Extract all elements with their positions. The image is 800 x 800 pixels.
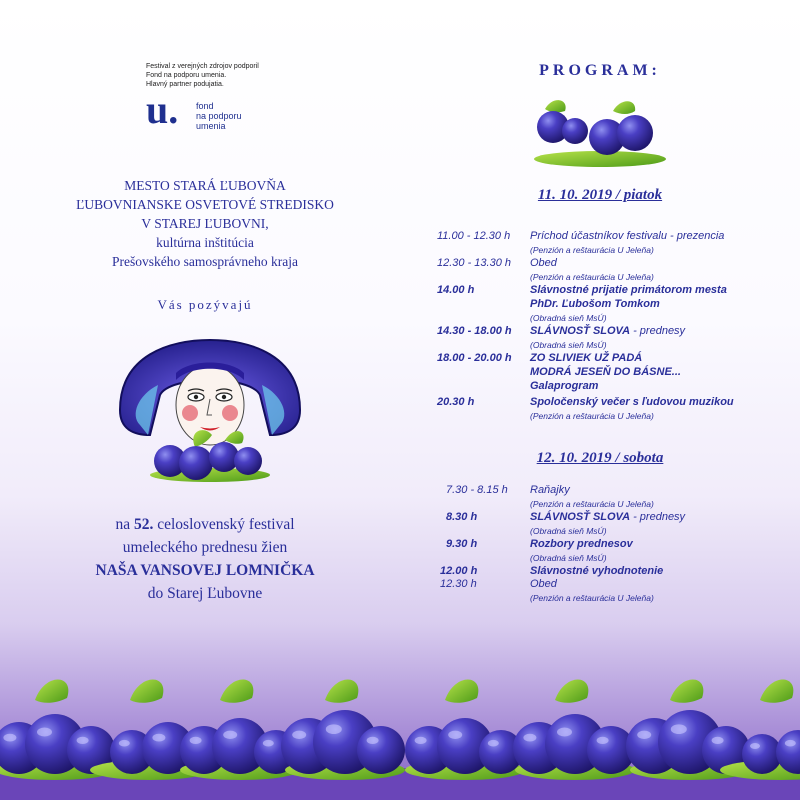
time: 12.30 h — [440, 578, 477, 590]
location: (Obradná sieň MsÚ) — [530, 526, 607, 536]
event — [530, 325, 685, 337]
sponsor-credit — [146, 62, 259, 89]
event-line-2: PhDr. Ľubošom Tomkom — [530, 298, 660, 310]
time: 20.30 h — [437, 396, 475, 408]
event: Spoločenský večer s ľudovou muzikou — [530, 396, 734, 408]
leaf — [35, 680, 68, 703]
event — [530, 511, 685, 523]
plum — [357, 726, 405, 774]
event-rest: - prednesy — [630, 325, 686, 337]
festival-prefix: na — [115, 516, 134, 533]
time: 12.00 h — [440, 565, 478, 577]
leaf — [760, 680, 793, 703]
event: Slávnostné prijatie primátorom mesta — [530, 284, 727, 296]
plum-highlight — [223, 731, 237, 739]
time: 14.30 - 18.00 h — [437, 325, 512, 337]
leaf — [220, 680, 253, 703]
plum-highlight — [190, 737, 202, 744]
festival-number: 52. — [133, 516, 154, 533]
time: 12.30 - 13.30 h — [437, 257, 512, 269]
event: ZO SLIVIEK UŽ PADÁ — [530, 352, 643, 364]
plum-highlight — [77, 737, 89, 744]
plum-highlight — [448, 731, 462, 739]
location: (Obradná sieň MsÚ) — [530, 340, 607, 350]
organizer-line: V STAREJ ĽUBOVNI, — [141, 216, 269, 231]
event: Obed — [530, 578, 557, 590]
location: (Penzión a reštaurácia U Jeleňa) — [530, 411, 654, 421]
festival-name — [40, 559, 370, 582]
festival-line-4: do Starej Ľubovne — [147, 585, 263, 602]
plum — [742, 734, 782, 774]
plum-highlight — [3, 734, 16, 742]
time: 8.30 h — [446, 511, 478, 523]
festival-line-1 — [40, 513, 370, 536]
plum-border-icon — [0, 650, 800, 800]
location: (Penzión a reštaurácia U Jeleňa) — [530, 593, 654, 603]
location: (Penzión a reštaurácia U Jeleňa) — [530, 499, 654, 509]
leaf — [670, 680, 703, 703]
logo-line: fond — [196, 101, 214, 111]
organizer-line: Prešovského samosprávneho kraja — [112, 254, 298, 269]
plum-highlight — [152, 734, 165, 742]
plum-highlight — [37, 728, 52, 737]
plum-cluster-icon — [140, 425, 280, 485]
event: Obed — [530, 257, 557, 269]
event: Príchod účastníkov festivalu - prezencia — [530, 230, 725, 242]
credit-line: Hlavný partner podujatia. — [146, 81, 224, 88]
plum-highlight — [557, 728, 572, 737]
plum-highlight — [785, 740, 796, 747]
time: 11.00 - 12.30 h — [437, 230, 511, 242]
organizer-line: kultúrna inštitúcia — [156, 235, 254, 250]
leaf — [555, 680, 588, 703]
plum-highlight — [523, 734, 536, 742]
logo-line: umenia — [196, 121, 226, 131]
leaf — [130, 680, 163, 703]
location: (Obradná sieň MsÚ) — [530, 313, 607, 323]
plum-highlight — [367, 737, 379, 744]
credit-line: Fond na podporu umenia. — [146, 72, 227, 79]
plum-cluster-icon — [525, 95, 675, 170]
day1-heading: 11. 10. 2019 / piatok — [537, 187, 663, 203]
festival-block — [40, 513, 370, 605]
organizer-block — [40, 176, 370, 271]
event-bold: SLÁVNOSŤ SLOVA — [530, 511, 631, 523]
invite-text: Vás pozývajú — [157, 297, 253, 312]
fpu-logo-mark: u. — [146, 87, 179, 132]
leaf — [325, 680, 358, 703]
fpu-logo-text — [196, 101, 242, 131]
event-line-3: Galaprogram — [530, 380, 599, 392]
festival-line-2: umeleckého prednesu žien — [122, 539, 288, 556]
organizer-line: MESTO STARÁ ĽUBOVŇA — [124, 178, 286, 193]
event: Raňajky — [530, 484, 570, 496]
event-bold: SLÁVNOSŤ SLOVA — [530, 325, 631, 337]
event: Rozbory prednesov — [530, 538, 633, 550]
time: 7.30 - 8.15 h — [446, 484, 508, 496]
event-line-2: MODRÁ JESEŇ DO BÁSNE... — [530, 366, 681, 378]
plum-highlight — [671, 724, 687, 734]
festival-line1-rest: celoslovenský festival — [153, 516, 295, 533]
event-rest: - prednesy — [630, 511, 686, 523]
organizer-line: ĽUBOVNIANSKE OSVETOVÉ STREDISKO — [76, 197, 334, 212]
location: (Penzión a reštaurácia U Jeleňa) — [530, 272, 654, 282]
time: 9.30 h — [446, 538, 478, 550]
plum-highlight — [119, 740, 130, 747]
logo-line: na podporu — [196, 111, 242, 121]
plum-highlight — [263, 740, 274, 747]
plum-highlight — [597, 737, 609, 744]
plum-highlight — [292, 731, 306, 739]
day2-heading: 12. 10. 2019 / sobota — [536, 450, 664, 466]
program-title: PROGRAM: — [539, 62, 661, 79]
time: 14.00 h — [437, 284, 475, 296]
plum-highlight — [750, 743, 760, 749]
plum-highlight — [712, 737, 724, 744]
event: Slávnostné vyhodnotenie — [530, 565, 664, 577]
location: (Penzión a reštaurácia U Jeleňa) — [530, 245, 654, 255]
plum-highlight — [637, 731, 651, 739]
time: 18.00 - 20.00 h — [437, 352, 512, 364]
plum-highlight — [415, 737, 427, 744]
location: (Obradná sieň MsÚ) — [530, 553, 607, 563]
leaf — [445, 680, 478, 703]
festival-name-text: NAŠA VANSOVEJ LOMNIČKA — [95, 562, 315, 579]
plum-highlight — [488, 740, 499, 747]
credit-line: Festival z verejných zdrojov podporil — [146, 63, 259, 70]
plum-highlight — [326, 724, 342, 734]
